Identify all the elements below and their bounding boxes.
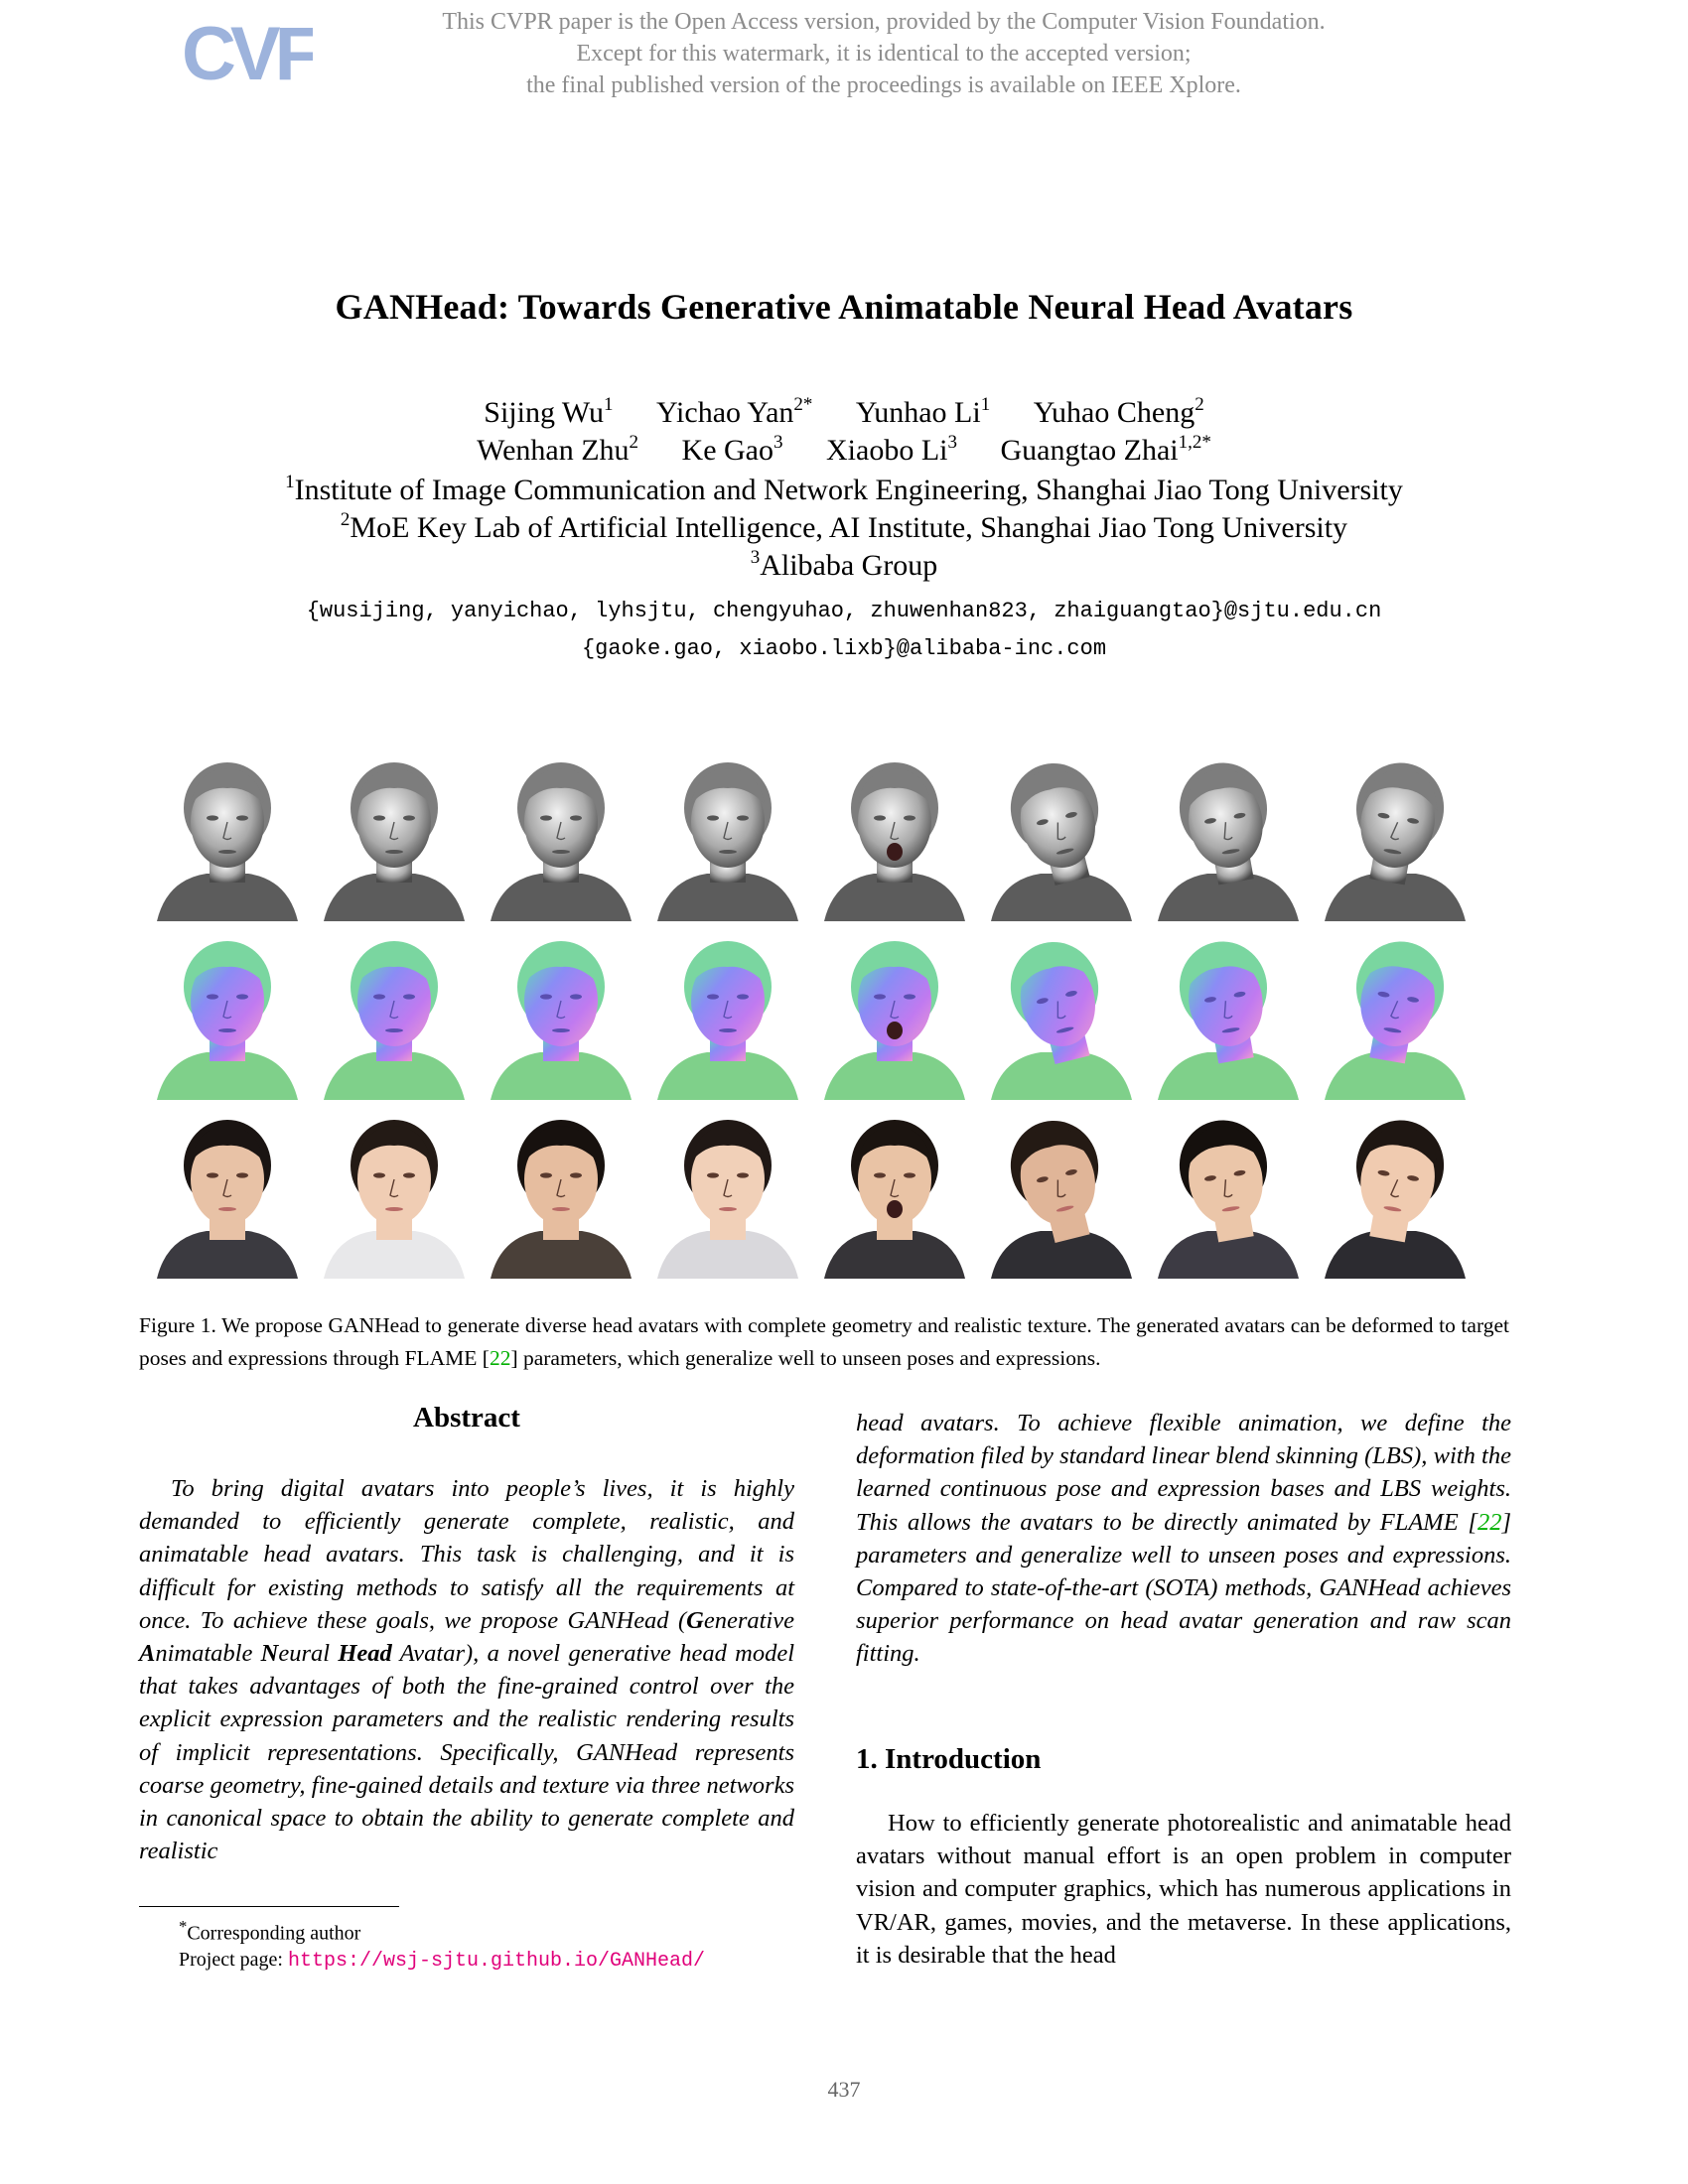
avatar-texture-2: [314, 1110, 475, 1279]
avatar-texture-7: [1148, 1110, 1309, 1279]
footnotes: [179, 1914, 814, 1975]
avatar-eye: [207, 815, 218, 820]
avatar-mouth: [552, 850, 570, 854]
avatar-eye: [904, 994, 915, 999]
avatar-mouth: [218, 850, 236, 854]
footnote-project-page: Project page: https://wsj-sjtu.github.io/GANHead/: [179, 1948, 706, 1973]
avatar-eye: [874, 815, 886, 820]
avatar-eye: [737, 1172, 749, 1177]
cvf-logo-text: CVF: [182, 14, 313, 96]
avatar-geometry-6: [981, 752, 1142, 921]
abstract-body: To bring digital avatars into people’s lives, it is highly demanded to efficiently generate complete, realistic, and animatable head avatars. This task is challenging, and it is difficult for existing methods to satisfy all the requirements at once. To achieve these goals, we propose GANHead (Generative Animatable Neural Head Avatar), a novel generative head model that takes advantages of both the fine-grained control over the explicit expression parameters and the realistic rendering results of implicit representations. Specifically, GANHead represents coarse geometry, fine-gained details and texture via three networks in canonical space to obtain the ability to generate complete and realistic: [139, 1475, 795, 1865]
avatar-eye: [570, 994, 582, 999]
avatar-eye: [373, 1172, 385, 1177]
open-access-watermark: [338, 6, 1430, 101]
author-emails: {gaoke.gao, xiaobo.lixb}@alibaba-inc.com: [581, 636, 1107, 661]
affiliation: $^2$MoE Key Lab of Artificial Intelligence, AI Institute, Shanghai Jiao Tong University: [340, 509, 1348, 544]
author: Yichao Yan$^{2*}$: [656, 394, 813, 429]
avatar-eye: [874, 1172, 886, 1177]
avatar-geometry-5: [814, 752, 975, 921]
abstract-body-continued: head avatars. To achieve flexible animation, we define the deformation filed by standard linear blend skinning (LBS), with the learned continuous pose and expression bases and LBS weights. This allows the avatars to be directly animated by FLAME [22] parameters and generalize well to unseen poses and expressions. Compared to state-of-the-art (SOTA) methods, GANHead achieves superior performance on head avatar generation and raw scan fitting.: [856, 1410, 1511, 1668]
avatar-texture-5: [814, 1110, 975, 1279]
avatar-mouth: [887, 1200, 903, 1218]
avatar-mouth: [218, 1028, 236, 1032]
watermark-line: This CVPR paper is the Open Access version, provided by the Computer Vision Foundation.: [442, 9, 1326, 35]
avatar-mouth: [719, 1028, 737, 1032]
author: Yuhao Cheng$^2$: [1033, 394, 1204, 429]
avatar-mouth: [385, 1028, 403, 1032]
avatar-eye: [403, 815, 415, 820]
avatar-texture-4: [647, 1110, 808, 1279]
avatar-eye: [540, 994, 552, 999]
figure-1-caption: Figure 1. We propose GANHead to generate diverse head avatars with complete geometry and realistic texture. The generated avatars can be deformed to target poses and expressions through FLAME [22] parameters, which generalize well to unseen poses and expressions.: [139, 1313, 1509, 1370]
avatar-texture-3: [481, 1110, 641, 1279]
introduction-body: How to efficiently generate photorealistic and animatable head avatars without manual effort is an open problem in computer vision and computer graphics, which has numerous applications in VR/AR, games, movies, and the metaverse. In these applications, it is desirable that the head: [856, 1810, 1511, 1969]
avatar-mouth: [719, 850, 737, 854]
avatar-eye: [207, 1172, 218, 1177]
avatar-normal-8: [1315, 931, 1476, 1100]
avatar-eye: [403, 1172, 415, 1177]
avatar-eye: [904, 815, 915, 820]
avatar-normal-3: [481, 931, 641, 1100]
footnote-corresponding-author: *Corresponding author: [179, 1917, 361, 1945]
avatar-mouth: [552, 1028, 570, 1032]
paper-title: GANHead: Towards Generative Animatable Neural Head Avatars: [335, 287, 1353, 327]
author: Guangtao Zhai$^{1,2*}$: [1000, 432, 1211, 467]
avatar-eye: [540, 815, 552, 820]
avatar-eye: [570, 1172, 582, 1177]
avatar-normal-5: [814, 931, 975, 1100]
avatar-geometry-2: [314, 752, 475, 921]
figure-1-head-avatar-grid: [147, 752, 1497, 1287]
introduction-heading: 1. Introduction: [856, 1743, 1042, 1775]
citation-link[interactable]: 22: [1477, 1508, 1502, 1536]
avatar-mouth: [218, 1207, 236, 1211]
watermark-line: Except for this watermark, it is identical to the accepted version;: [576, 41, 1192, 67]
author: Sijing Wu$^1$: [484, 394, 614, 429]
avatar-normal-2: [314, 931, 475, 1100]
avatar-eye: [874, 994, 886, 999]
cvf-logo: [182, 14, 313, 97]
avatar-eye: [373, 815, 385, 820]
avatar-geometry-1: [147, 752, 308, 921]
avatar-texture-8: [1315, 1110, 1476, 1279]
avatar-normal-7: [1148, 931, 1309, 1100]
avatar-texture-1: [147, 1110, 308, 1279]
avatar-mouth: [385, 1207, 403, 1211]
author: Yunhao Li$^1$: [855, 394, 991, 429]
avatar-eye: [236, 1172, 248, 1177]
avatar-geometry-8: [1315, 752, 1476, 921]
avatar-geometry-4: [647, 752, 808, 921]
author: Xiaobo Li$^3$: [826, 432, 957, 467]
avatar-eye: [707, 1172, 719, 1177]
abstract-heading: Abstract: [413, 1402, 520, 1433]
avatar-geometry-7: [1148, 752, 1309, 921]
author: Wenhan Zhu$^2$: [477, 432, 639, 467]
avatar-normal-6: [981, 931, 1142, 1100]
avatar-texture-6: [981, 1110, 1142, 1279]
avatar-mouth: [887, 1022, 903, 1039]
avatar-normal-4: [647, 931, 808, 1100]
affiliation: $^1$Institute of Image Communication and Network Engineering, Shanghai Jiao Tong University: [285, 472, 1403, 506]
avatar-eye: [707, 815, 719, 820]
citation-link[interactable]: 22: [489, 1346, 511, 1370]
avatar-mouth: [385, 850, 403, 854]
avatar-eye: [737, 994, 749, 999]
author-list-row-2: [0, 434, 1688, 468]
project-page-link[interactable]: https://wsj-sjtu.github.io/GANHead/: [287, 1949, 706, 1973]
avatar-eye: [207, 994, 218, 999]
avatar-mouth: [887, 843, 903, 861]
avatar-normal-1: [147, 931, 308, 1100]
avatar-eye: [236, 994, 248, 999]
footnote-divider: [139, 1906, 399, 1907]
avatar-eye: [373, 994, 385, 999]
author-list-row-1: [0, 396, 1688, 430]
avatar-eye: [236, 815, 248, 820]
avatar-eye: [737, 815, 749, 820]
avatar-eye: [403, 994, 415, 999]
avatar-eye: [707, 994, 719, 999]
avatar-mouth: [719, 1207, 737, 1211]
avatar-mouth: [552, 1207, 570, 1211]
avatar-eye: [540, 1172, 552, 1177]
avatar-eye: [904, 1172, 915, 1177]
watermark-line: the final published version of the proceedings is available on IEEE Xplore.: [526, 72, 1241, 98]
avatar-geometry-3: [481, 752, 641, 921]
author: Ke Gao$^3$: [681, 432, 783, 467]
avatar-eye: [570, 815, 582, 820]
author-emails: {wusijing, yanyichao, lyhsjtu, chengyuhao, zhuwenhan823, zhaiguangtao}@sjtu.edu.cn: [306, 599, 1382, 623]
affiliation: $^3$Alibaba Group: [750, 547, 938, 582]
page-number: 437: [827, 2077, 861, 2102]
